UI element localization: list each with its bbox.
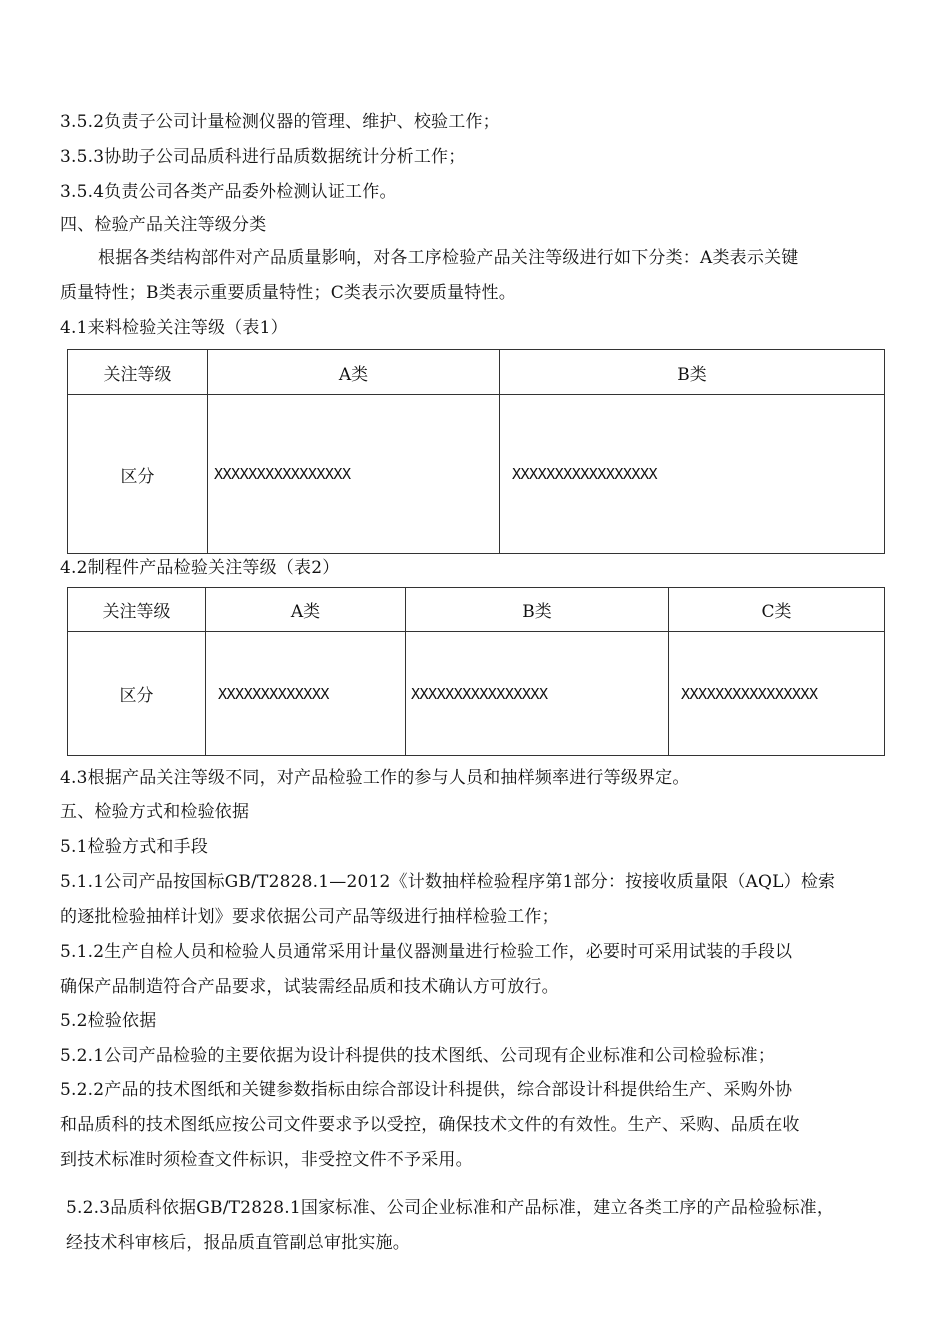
text-line: 到技术标准时须检查文件标识，非受控文件不予采用。	[60, 1150, 473, 1170]
table-caption: 4.1来料检验关注等级（表1）	[60, 318, 288, 338]
text-line: 经技术科审核后，报品质直管副总审批实施。	[66, 1233, 410, 1253]
text-line: 3.5.3协助子公司品质科进行品质数据统计分析工作；	[60, 147, 466, 167]
table-header-row	[68, 588, 885, 632]
subsection-heading: 5.1检验方式和手段	[60, 837, 209, 857]
table-caption: 4.2制程件产品检验关注等级（表2）	[60, 558, 340, 578]
table-header-row	[68, 350, 885, 395]
text-line: 的逐批检验抽样计划》要求依据公司产品等级进行抽样检验工作；	[60, 907, 559, 927]
text-line: 根据各类结构部件对产品质量影响，对各工序检验产品关注等级进行如下分类：A类表示关键	[98, 248, 799, 268]
text-line: 5.2.3品质科依据GB/T2828.1国家标准、公司企业标准和产品标准，建立各类工序的产品检验标准，	[66, 1198, 835, 1218]
section-heading: 五、检验方式和检验依据	[60, 802, 250, 822]
text-line: 5.2.2产品的技术图纸和关键参数指标由综合部设计科提供，综合部设计科提供给生产、采购外协	[60, 1080, 793, 1100]
text-line: 确保产品制造符合产品要求，试装需经品质和技术确认方可放行。	[60, 977, 559, 997]
table-incoming-inspection	[67, 349, 885, 554]
text-line: 3.5.4负责公司各类产品委外检测认证工作。	[60, 182, 397, 202]
header-cell: 关注等级	[68, 350, 208, 395]
text-line: 4.3根据产品关注等级不同，对产品检验工作的参与人员和抽样频率进行等级界定。	[60, 768, 690, 788]
header-cell: B类	[500, 350, 885, 395]
header-cell: B类	[406, 588, 669, 632]
data-cell: XXXXXXXXXXXXX	[206, 632, 406, 756]
text-line: 3.5.2负责子公司计量检测仪器的管理、维护、校验工作；	[60, 112, 500, 132]
data-cell: XXXXXXXXXXXXXXXX	[669, 632, 885, 756]
text-line: 5.1.2生产自检人员和检验人员通常采用计量仪器测量进行检验工作，必要时可采用试装的手段以	[60, 942, 793, 962]
header-cell: A类	[208, 350, 500, 395]
row-label-cell: 区分	[68, 395, 208, 554]
data-cell: XXXXXXXXXXXXXXXX	[406, 632, 669, 756]
row-label-cell: 区分	[68, 632, 206, 756]
table-row	[68, 632, 885, 756]
header-cell: C类	[669, 588, 885, 632]
table-row	[68, 395, 885, 554]
data-cell: XXXXXXXXXXXXXXXXX	[500, 395, 885, 554]
data-cell: XXXXXXXXXXXXXXXX	[208, 395, 500, 554]
text-line: 和品质科的技术图纸应按公司文件要求予以受控，确保技术文件的有效性。生产、采购、品质在收	[60, 1115, 800, 1135]
table-process-inspection	[67, 587, 885, 756]
text-line: 5.1.1公司产品按国标GB/T2828.1—2012《计数抽样检验程序第1部分：按接收质量限（AQL）检索	[60, 872, 836, 892]
section-heading: 四、检验产品关注等级分类	[60, 215, 267, 235]
header-cell: 关注等级	[68, 588, 206, 632]
header-cell: A类	[206, 588, 406, 632]
subsection-heading: 5.2检验依据	[60, 1011, 157, 1031]
text-line: 5.2.1公司产品检验的主要依据为设计科提供的技术图纸、公司现有企业标准和公司检验标准；	[60, 1046, 776, 1066]
text-line: 质量特性；B类表示重要质量特性；C类表示次要质量特性。	[60, 283, 516, 303]
